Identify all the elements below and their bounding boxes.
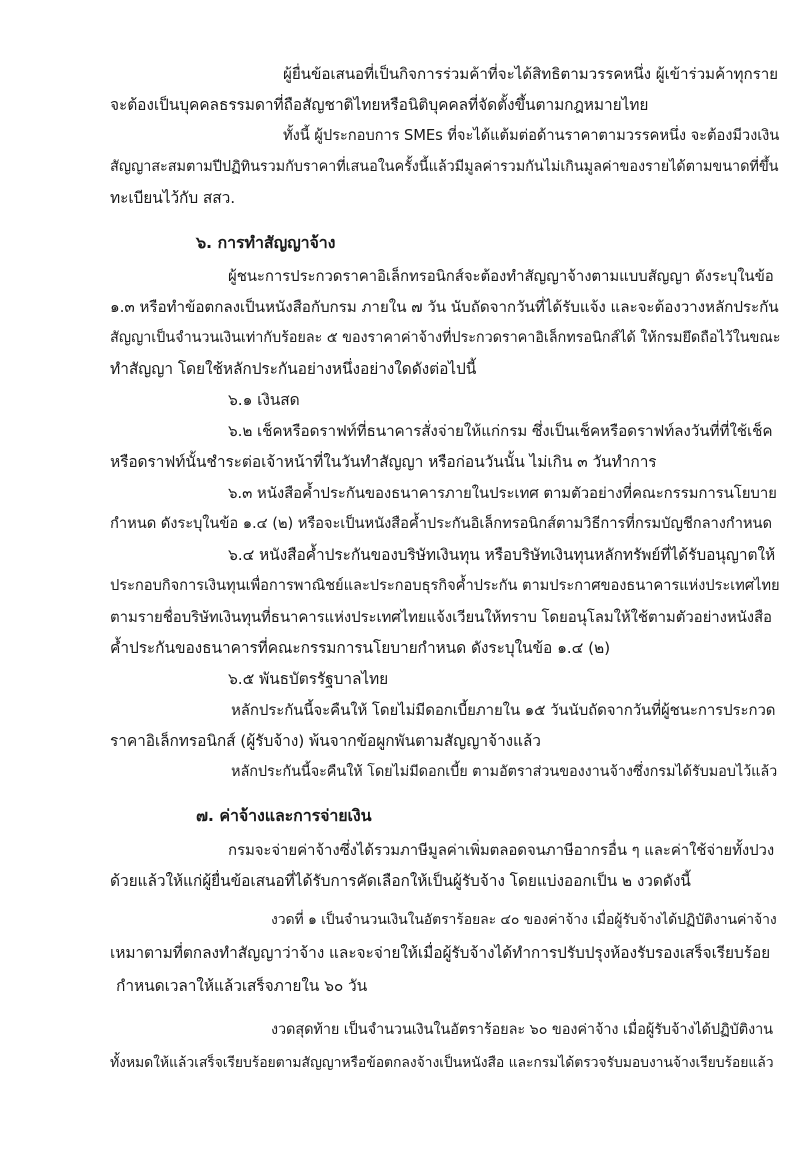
return-clause-2: หลักประกันนี้จะคืนให้ โดยไม่มีดอกเบี้ย ตามอัตราส่วนของงานจ้างซึ่งกรมได้รับมอบไว้แล้ว — [231, 764, 778, 780]
item-6-3-line-1: ๖.๓ หนังสือค้ำประกันของธนาคารภายในประเทศ ตามตัวอย่างที่คณะกรรมการนโยบาย — [228, 484, 777, 502]
section-6-para-line-4: ทำสัญญา โดยใช้หลักประกันอย่างหนึ่งอย่างใดดังต่อไปนี้ — [110, 360, 477, 378]
item-6-3-line-2: กำหนด ดังระบุในข้อ ๑.๔ (๒) หรือจะเป็นหนังสือค้ำประกันอิเล็กทรอนิกส์ตามวิธีการที่กรมบัญชีกลางกำหนด — [110, 515, 772, 532]
section-6-para-line-1: ผู้ชนะการประกวดราคาอิเล็กทรอนิกส์จะต้องทำสัญญาจ้างตามแบบสัญญา ดังระบุในข้อ — [228, 267, 774, 285]
section-6-heading: ๖. การทำสัญญาจ้าง — [196, 233, 336, 252]
installment-final-line-2: ทั้งหมดให้แล้วเสร็จเรียบร้อยตามสัญญาหรือข้อตกลงจ้างเป็นหนังสือ และกรมได้ตรวจรับมอบงานจ้างเรียบร้อยแล้ว — [110, 1055, 774, 1071]
item-6-4-line-2: ประกอบกิจการเงินทุนเพื่อการพาณิชย์และประกอบธุรกิจค้ำประกัน ตามประกาศของธนาคารแห่งประเทศไทย — [110, 577, 780, 594]
intro-line-2: จะต้องเป็นบุคคลธรรมดาที่ถือสัญชาติไทยหรือนิติบุคคลที่จัดตั้งขึ้นตามกฎหมายไทย — [110, 96, 649, 114]
item-6-5: ๖.๕ พันธบัตรรัฐบาลไทย — [228, 670, 389, 688]
item-6-1: ๖.๑ เงินสด — [228, 391, 300, 409]
intro-line-5: ทะเบียนไว้กับ สสว. — [110, 189, 236, 207]
installment-1-line-3: กำหนดเวลาให้แล้วเสร็จภายใน ๖๐ วัน — [116, 977, 368, 995]
installment-final-line-1: งวดสุดท้าย เป็นจำนวนเงินในอัตราร้อยละ ๖๐ ของค่าจ้าง เมื่อผู้รับจ้างได้ปฏิบัติงาน — [271, 1022, 773, 1038]
section-6-para-line-3: สัญญาเป็นจำนวนเงินเท่ากับร้อยละ ๕ ของราคาค่าจ้างที่ประกวดราคาอิเล็กทรอนิกส์ได้ ให้กรมยึดถือไว้ในขณะ — [110, 330, 781, 346]
item-6-4-line-4: ค้ำประกันของธนาคารที่คณะกรรมการนโยบายกำหนด ดังระบุในข้อ ๑.๔ (๒) — [110, 639, 611, 657]
installment-1-line-1: งวดที่ ๑ เป็นจำนวนเงินในอัตราร้อยละ ๔๐ ของค่าจ้าง เมื่อผู้รับจ้างได้ปฏิบัติงานค่าจ้าง — [271, 912, 777, 928]
installment-1-line-2: เหมาตามที่ตกลงทำสัญญาว่าจ้าง และจะจ่ายให้เมื่อผู้รับจ้างได้ทำการปรับปรุงห้องรับรองเสร็จเรียบร้อย — [110, 944, 771, 962]
item-6-4-line-1: ๖.๔ หนังสือค้ำประกันของบริษัทเงินทุน หรือบริษัทเงินทุนหลักทรัพย์ที่ได้รับอนุญาตให้ — [228, 546, 776, 564]
section-7-para-line-1: กรมจะจ่ายค่าจ้างซึ่งได้รวมภาษีมูลค่าเพิ่มตลอดจนภาษีอากรอื่น ๆ และค่าใช้จ่ายทั้งปวง — [228, 841, 775, 859]
section-6-para-line-2: ๑.๓ หรือทำข้อตกลงเป็นหนังสือกับกรม ภายใน ๗ วัน นับถัดจากวันที่ได้รับแจ้ง และจะต้องวางหลักประกัน — [110, 298, 779, 316]
return-clause-1-line-2: ราคาอิเล็กทรอนิกส์ (ผู้รับจ้าง) พ้นจากข้อผูกพันตามสัญญาจ้างแล้ว — [110, 732, 541, 750]
intro-line-1: ผู้ยื่นข้อเสนอที่เป็นกิจการร่วมค้าที่จะได้สิทธิตามวรรคหนึ่ง ผู้เข้าร่วมค้าทุกราย — [283, 65, 779, 83]
item-6-2-line-2: หรือดราฟท์นั้นชำระต่อเจ้าหน้าที่ในวันทำสัญญา หรือก่อนวันนั้น ไม่เกิน ๓ วันทำการ — [110, 453, 657, 471]
return-clause-1-line-1: หลักประกันนี้จะคืนให้ โดยไม่มีดอกเบี้ยภายใน ๑๕ วันนับถัดจากวันที่ผู้ชนะการประกวด — [231, 701, 776, 719]
item-6-2-line-1: ๖.๒ เช็คหรือดราฟท์ที่ธนาคารสั่งจ่ายให้แก่กรม ซึ่งเป็นเช็คหรือดราฟท์ลงวันที่ที่ใช้เช็ค — [228, 422, 773, 440]
section-7-heading: ๗. ค่าจ้างและการจ่ายเงิน — [196, 806, 372, 825]
section-7-para-line-2: ด้วยแล้วให้แก่ผู้ยื่นข้อเสนอที่ได้รับการคัดเลือกให้เป็นผู้รับจ้าง โดยแบ่งออกเป็น ๒ งวดดังนี้ — [110, 872, 691, 890]
intro-line-3: ทั้งนี้ ผู้ประกอบการ SMEs ที่จะได้แต้มต่อด้านราคาตามวรรคหนึ่ง จะต้องมีวงเงิน — [283, 127, 780, 144]
intro-line-4: สัญญาสะสมตามปีปฏิทินรวมกับราคาที่เสนอในครั้งนี้แล้วมีมูลค่ารวมกันไม่เกินมูลค่าของรายได้ตามขนาดที่ขึ้น — [110, 159, 779, 175]
item-6-4-line-3: ตามรายชื่อบริษัทเงินทุนที่ธนาคารแห่งประเทศไทยแจ้งเวียนให้ทราบ โดยอนุโลมให้ใช้ตามตัวอย่างหนังสือ — [110, 608, 772, 626]
